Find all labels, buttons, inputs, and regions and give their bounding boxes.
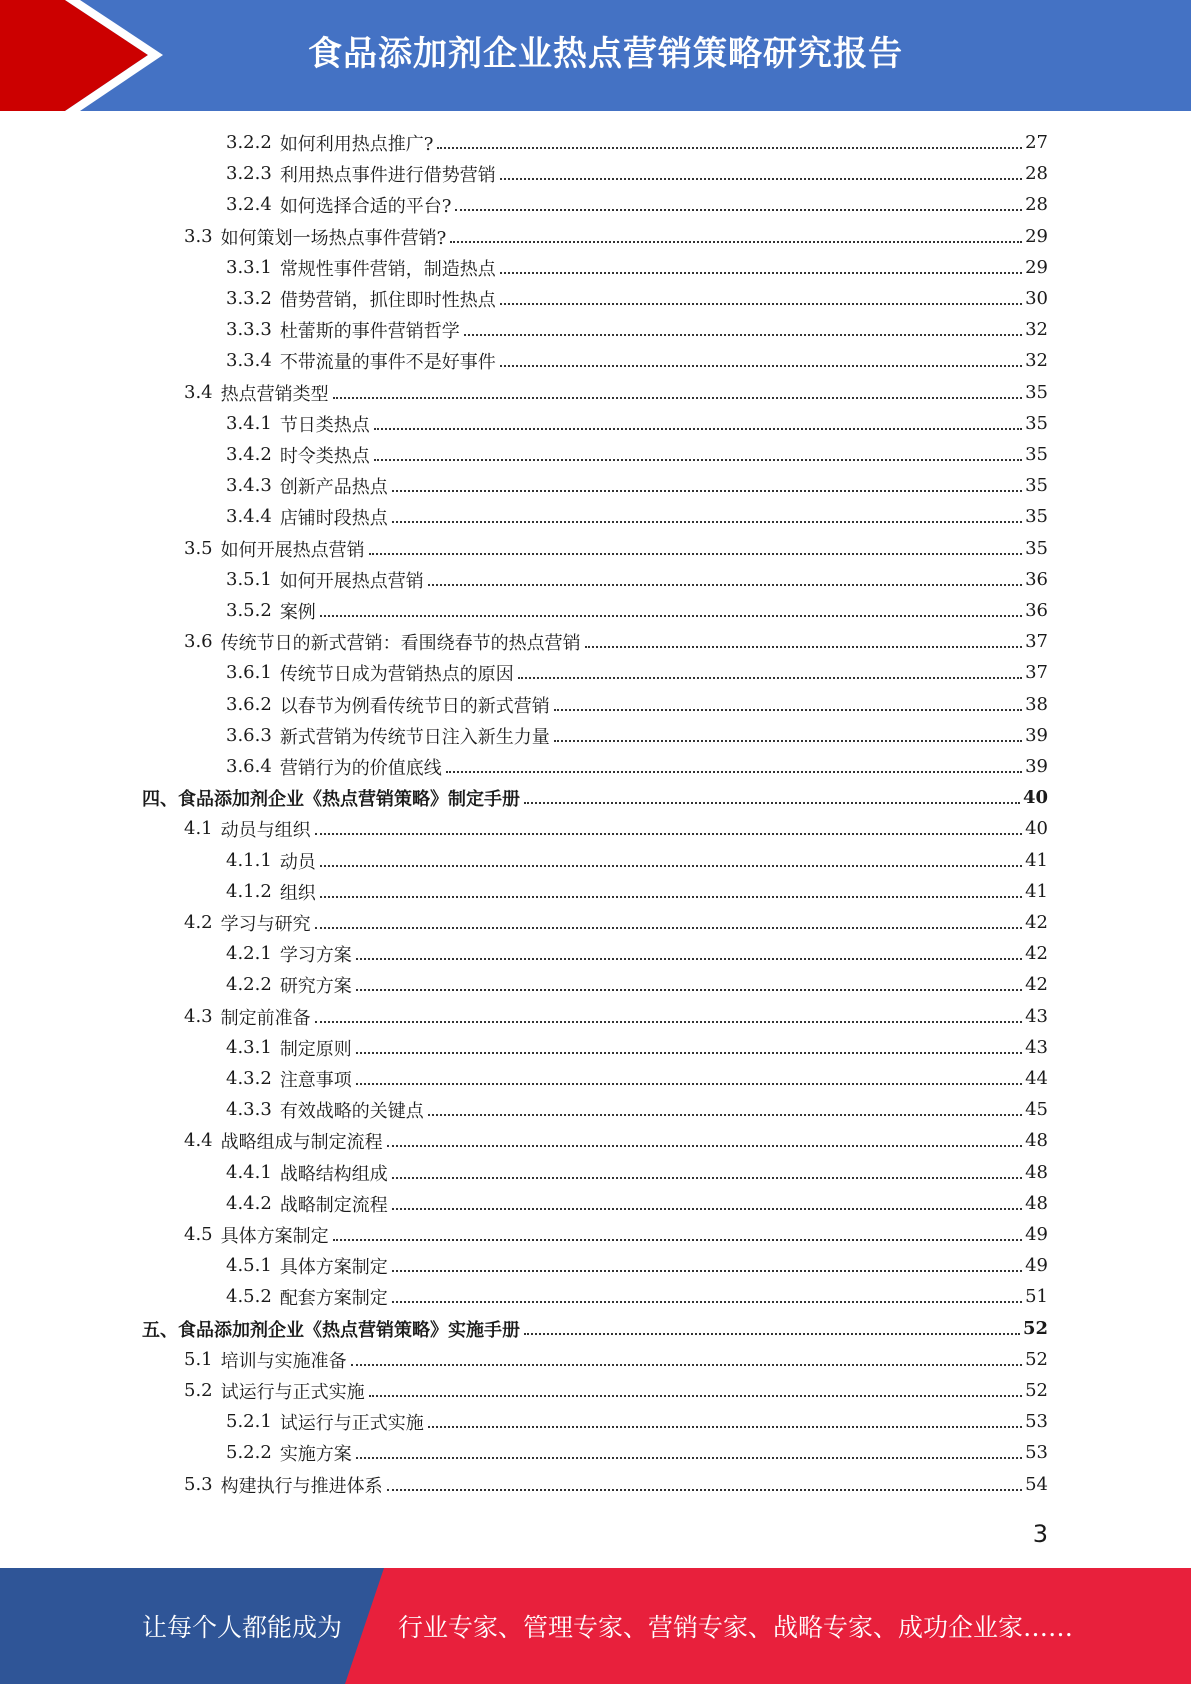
- toc-entry-number: 3.6.1: [226, 662, 272, 683]
- toc-entry-number: 3.4.3: [226, 475, 272, 496]
- toc-entry-title: 配套方案制定: [279, 1287, 388, 1309]
- toc-entry-number: 3.3.1: [226, 257, 272, 278]
- toc-leader-dots: [351, 1364, 1022, 1366]
- toc-entry[interactable]: [226, 1188, 1048, 1219]
- toc-entry-page: 32: [1025, 319, 1048, 340]
- toc-leader-dots: [320, 865, 1022, 867]
- toc-entry[interactable]: [226, 189, 1048, 220]
- toc-entry-title: 动员与组织: [220, 819, 311, 841]
- toc-entry[interactable]: [226, 1063, 1048, 1094]
- toc-entry-page: 42: [1025, 974, 1048, 995]
- toc-entry[interactable]: [226, 501, 1048, 532]
- toc-entry-page: 52: [1025, 1349, 1048, 1370]
- toc-entry-title: 如何策划一场热点事件营销?: [220, 227, 447, 249]
- toc-entry[interactable]: [184, 1001, 1048, 1032]
- toc-entry[interactable]: [184, 1375, 1048, 1406]
- toc-leader-dots: [315, 833, 1022, 835]
- toc-entry-title: 如何利用热点推广?: [279, 133, 434, 155]
- toc-leader-dots: [500, 365, 1022, 367]
- toc-entry[interactable]: [226, 1157, 1048, 1188]
- toc-entry-page: 30: [1025, 288, 1048, 309]
- toc-entry-page: 48: [1025, 1162, 1048, 1183]
- toc-entry-page: 37: [1025, 662, 1048, 683]
- toc-entry-number: 3.6: [184, 631, 213, 652]
- toc-entry-title: 利用热点事件进行借势营销: [279, 164, 496, 186]
- toc-entry-title: 常规性事件营销，制造热点: [279, 258, 496, 280]
- toc-leader-dots: [392, 1177, 1022, 1179]
- toc-entry-title: 实施方案: [279, 1443, 352, 1465]
- toc-entry-page: 53: [1025, 1442, 1048, 1463]
- toc-entry-number: 5.3: [184, 1474, 213, 1495]
- toc-leader-dots: [392, 1301, 1022, 1303]
- toc-leader-dots: [500, 272, 1022, 274]
- toc-entry-number: 4.1: [184, 818, 213, 839]
- toc-entry-page: 35: [1025, 538, 1048, 559]
- toc-entry[interactable]: [184, 221, 1048, 252]
- toc-entry-page: 49: [1025, 1224, 1048, 1245]
- toc-leader-dots: [369, 553, 1022, 555]
- toc-leader-dots: [450, 241, 1022, 243]
- toc-leader-dots: [356, 958, 1022, 960]
- toc-entry-page: 32: [1025, 350, 1048, 371]
- toc-entry-title: 以春节为例看传统节日的新式营销: [279, 695, 550, 717]
- toc-leader-dots: [554, 709, 1022, 711]
- toc-entry-title: 节日类热点: [279, 414, 370, 436]
- toc-entry-number: 3.2.4: [226, 194, 272, 215]
- toc-entry-page: 52: [1025, 1380, 1048, 1401]
- toc-leader-dots: [585, 646, 1022, 648]
- toc-entry-number: 4.3.1: [226, 1037, 272, 1058]
- toc-entry-title: 动员: [279, 851, 316, 873]
- toc-entry-title: 战略结构组成: [279, 1163, 388, 1185]
- toc-entry-page: 29: [1025, 226, 1048, 247]
- toc-entry-title: 注意事项: [279, 1069, 352, 1091]
- toc-entry[interactable]: [226, 439, 1048, 470]
- toc-entry-title: 营销行为的价值底线: [279, 757, 442, 779]
- toc-entry-title: 如何选择合适的平台?: [279, 195, 452, 217]
- toc-leader-dots: [315, 927, 1022, 929]
- toc-entry-page: 29: [1025, 257, 1048, 278]
- toc-entry[interactable]: [226, 564, 1048, 595]
- toc-entry-number: 3.2.2: [226, 132, 272, 153]
- toc-entry-title: 学习方案: [279, 944, 352, 966]
- toc-entry-title: 有效战略的关键点: [279, 1100, 424, 1122]
- toc-entry-page: 37: [1025, 631, 1048, 652]
- toc-leader-dots: [392, 1270, 1022, 1272]
- toc-leader-dots: [356, 989, 1022, 991]
- toc-entry-number: 3.3.3: [226, 319, 272, 340]
- toc-entry-page: 39: [1025, 756, 1048, 777]
- toc-entry[interactable]: [226, 657, 1048, 688]
- toc-entry[interactable]: [226, 1032, 1048, 1063]
- toc-entry-number: 4.3: [184, 1006, 213, 1027]
- toc-entry-page: 41: [1025, 850, 1048, 871]
- toc-leader-dots: [464, 334, 1022, 336]
- toc-entry-title: 试运行与正式实施: [220, 1381, 365, 1403]
- toc-entry-page: 49: [1025, 1255, 1048, 1276]
- toc-entry-title: 传统节日的新式营销：看围绕春节的热点营销: [220, 632, 581, 654]
- toc-entry-title: 战略制定流程: [279, 1194, 388, 1216]
- page-number: 3: [1032, 1520, 1048, 1548]
- toc-leader-dots: [428, 1114, 1022, 1116]
- toc-leader-dots: [524, 1333, 1020, 1335]
- toc-leader-dots: [374, 459, 1022, 461]
- toc-entry-number: 3.4.2: [226, 444, 272, 465]
- toc-entry-title: 时令类热点: [279, 445, 370, 467]
- report-title: 食品添加剂企业热点营销策略研究报告: [308, 34, 903, 74]
- toc-entry-page: 35: [1025, 475, 1048, 496]
- toc-entry-page: 39: [1025, 725, 1048, 746]
- toc-leader-dots: [455, 209, 1022, 211]
- toc-entry-page: 40: [1022, 787, 1048, 808]
- toc-entry-title: 创新产品热点: [279, 476, 388, 498]
- toc-entry[interactable]: [226, 845, 1048, 876]
- toc-leader-dots: [387, 1489, 1022, 1491]
- toc-entry[interactable]: [226, 938, 1048, 969]
- toc-leader-dots: [320, 896, 1022, 898]
- toc-entry-title: 制定原则: [279, 1038, 352, 1060]
- toc-entry-title: 学习与研究: [220, 913, 311, 935]
- toc-entry[interactable]: [226, 314, 1048, 345]
- toc-entry[interactable]: [184, 907, 1048, 938]
- toc-leader-dots: [554, 740, 1022, 742]
- toc-entry-page: 43: [1025, 1006, 1048, 1027]
- toc-entry-number: 3.5.1: [226, 569, 272, 590]
- toc-leader-dots: [320, 615, 1022, 617]
- toc-entry-page: 48: [1025, 1193, 1048, 1214]
- toc-entry-number: 5.2: [184, 1380, 213, 1401]
- toc-entry-title: 不带流量的事件不是好事件: [279, 351, 496, 373]
- toc-entry-number: 4.2: [184, 912, 213, 933]
- toc-entry-page: 43: [1025, 1037, 1048, 1058]
- toc-entry-title: 案例: [279, 601, 316, 623]
- toc-entry-title: 具体方案制定: [220, 1225, 329, 1247]
- toc-entry-page: 48: [1025, 1130, 1048, 1151]
- toc-entry[interactable]: [226, 720, 1048, 751]
- toc-entry-number: 4.1.1: [226, 850, 272, 871]
- toc-entry-title: 培训与实施准备: [220, 1350, 347, 1372]
- toc-leader-dots: [392, 490, 1022, 492]
- toc-entry-page: 36: [1025, 569, 1048, 590]
- toc-entry-number: 5.2.1: [226, 1411, 272, 1432]
- toc-entry-page: 42: [1025, 912, 1048, 933]
- toc-entry-title: 店铺时段热点: [279, 507, 388, 529]
- toc-leader-dots: [333, 397, 1022, 399]
- toc-entry[interactable]: [142, 782, 1048, 813]
- toc-leader-dots: [428, 1426, 1022, 1428]
- toc-entry[interactable]: [226, 689, 1048, 720]
- toc-entry-number: 4.5: [184, 1224, 213, 1245]
- toc-entry-number: 4.4: [184, 1130, 213, 1151]
- toc-entry-number: 3.5.2: [226, 600, 272, 621]
- toc-entry-number: 3.5: [184, 538, 213, 559]
- toc-entry-title: 如何开展热点营销: [220, 539, 365, 561]
- toc-entry-page: 41: [1025, 881, 1048, 902]
- toc-entry[interactable]: [226, 1281, 1048, 1312]
- toc-entry-number: 3.3.2: [226, 288, 272, 309]
- toc-entry-number: 4.3.3: [226, 1099, 272, 1120]
- toc-entry-number: 4.1.2: [226, 881, 272, 902]
- toc-entry[interactable]: [184, 377, 1048, 408]
- toc-entry-number: 4.2.1: [226, 943, 272, 964]
- toc-entry-page: 35: [1025, 506, 1048, 527]
- toc-entry[interactable]: [184, 1125, 1048, 1156]
- toc-entry-title: 热点营销类型: [220, 383, 329, 405]
- toc-leader-dots: [500, 178, 1022, 180]
- toc-entry-title: 研究方案: [279, 975, 352, 997]
- toc-leader-dots: [356, 1083, 1022, 1085]
- toc-leader-dots: [518, 677, 1022, 679]
- toc-entry[interactable]: [226, 470, 1048, 501]
- toc-entry-page: 51: [1025, 1286, 1048, 1307]
- toc-entry-page: 53: [1025, 1411, 1048, 1432]
- toc-entry-number: 4.2.2: [226, 974, 272, 995]
- header-band: [0, 0, 1191, 111]
- toc-entry-title: 战略组成与制定流程: [220, 1131, 383, 1153]
- toc-entry[interactable]: [226, 127, 1048, 158]
- toc-entry[interactable]: [142, 1313, 1048, 1344]
- toc-entry-number: 五、: [142, 1319, 178, 1341]
- toc-entry-title: 食品添加剂企业《热点营销策略》制定手册: [178, 788, 520, 810]
- toc-entry-page: 27: [1025, 132, 1048, 153]
- toc-entry-title: 试运行与正式实施: [279, 1412, 424, 1434]
- toc-entry[interactable]: [226, 1406, 1048, 1437]
- toc-entry[interactable]: [226, 345, 1048, 376]
- toc-entry-page: 36: [1025, 600, 1048, 621]
- toc-leader-dots: [524, 802, 1020, 804]
- toc-entry[interactable]: [226, 283, 1048, 314]
- toc-entry[interactable]: [184, 533, 1048, 564]
- toc-entry-title: 如何开展热点营销: [279, 570, 424, 592]
- toc-entry-number: 3.2.3: [226, 163, 272, 184]
- toc-entry-number: 4.5.1: [226, 1255, 272, 1276]
- toc-entry-number: 5.2.2: [226, 1442, 272, 1463]
- toc-leader-dots: [446, 771, 1022, 773]
- toc-entry-number: 5.1: [184, 1349, 213, 1370]
- toc-leader-dots: [356, 1052, 1022, 1054]
- toc-entry[interactable]: [184, 1219, 1048, 1250]
- toc-entry-title: 制定前准备: [220, 1007, 311, 1029]
- toc-entry-number: 3.3: [184, 226, 213, 247]
- toc-entry-number: 3.4.4: [226, 506, 272, 527]
- toc-entry-page: 38: [1025, 694, 1048, 715]
- toc-entry-number: 3.3.4: [226, 350, 272, 371]
- toc-entry-title: 食品添加剂企业《热点营销策略》实施手册: [178, 1319, 520, 1341]
- toc-entry-page: 40: [1025, 818, 1048, 839]
- toc-entry-number: 3.6.2: [226, 694, 272, 715]
- toc-entry[interactable]: [226, 595, 1048, 626]
- toc-entry-number: 4.3.2: [226, 1068, 272, 1089]
- toc-leader-dots: [437, 147, 1022, 149]
- toc-entry-page: 28: [1025, 194, 1048, 215]
- toc-entry-page: 44: [1025, 1068, 1048, 1089]
- footer-slogan-right: 行业专家、管理专家、营销专家、战略专家、成功企业家……: [398, 1613, 1074, 1642]
- toc-leader-dots: [428, 584, 1022, 586]
- toc-entry-number: 3.6.3: [226, 725, 272, 746]
- toc-leader-dots: [333, 1239, 1022, 1241]
- toc-entry-number: 3.4.1: [226, 413, 272, 434]
- toc-entry-title: 组织: [279, 882, 316, 904]
- toc-entry[interactable]: [226, 408, 1048, 439]
- toc-entry-page: 42: [1025, 943, 1048, 964]
- toc-entry-page: 45: [1025, 1099, 1048, 1120]
- toc-entry-number: 3.6.4: [226, 756, 272, 777]
- toc-entry-title: 传统节日成为营销热点的原因: [279, 663, 514, 685]
- toc-entry-title: 杜蕾斯的事件营销哲学: [279, 320, 460, 342]
- toc-entry-page: 28: [1025, 163, 1048, 184]
- toc-entry-page: 35: [1025, 444, 1048, 465]
- toc-leader-dots: [500, 303, 1022, 305]
- toc-entry-number: 4.4.2: [226, 1193, 272, 1214]
- toc-leader-dots: [387, 1145, 1022, 1147]
- toc-entry-title: 新式营销为传统节日注入新生力量: [279, 726, 550, 748]
- toc-entry[interactable]: [226, 1250, 1048, 1281]
- toc-entry[interactable]: [226, 876, 1048, 907]
- toc-entry[interactable]: [226, 1094, 1048, 1125]
- toc-entry[interactable]: [226, 751, 1048, 782]
- toc-entry-title: 构建执行与推进体系: [220, 1475, 383, 1497]
- toc-entry-number: 4.5.2: [226, 1286, 272, 1307]
- toc-leader-dots: [374, 428, 1022, 430]
- toc-entry-title: 借势营销，抓住即时性热点: [279, 289, 496, 311]
- toc-entry[interactable]: [226, 252, 1048, 283]
- toc-leader-dots: [356, 1457, 1022, 1459]
- toc-entry[interactable]: [184, 626, 1048, 657]
- toc-leader-dots: [392, 1208, 1022, 1210]
- toc-entry-number: 4.4.1: [226, 1162, 272, 1183]
- toc-entry-page: 54: [1025, 1474, 1048, 1495]
- toc-leader-dots: [315, 1021, 1022, 1023]
- toc-entry-page: 35: [1025, 382, 1048, 403]
- toc-entry[interactable]: [184, 1469, 1048, 1500]
- toc-entry[interactable]: [226, 969, 1048, 1000]
- toc-entry-number: 四、: [142, 788, 178, 810]
- toc-entry-title: 具体方案制定: [279, 1256, 388, 1278]
- footer-band: [0, 1568, 1191, 1684]
- toc-entry[interactable]: [226, 158, 1048, 189]
- toc-entry-number: 3.4: [184, 382, 213, 403]
- toc-entry[interactable]: [226, 1437, 1048, 1468]
- toc-entry[interactable]: [184, 813, 1048, 844]
- toc-entry-page: 35: [1025, 413, 1048, 434]
- toc-entry-page: 52: [1022, 1318, 1048, 1339]
- toc-leader-dots: [369, 1395, 1022, 1397]
- toc-leader-dots: [392, 521, 1022, 523]
- footer-slogan-left: 让每个人都能成为: [142, 1613, 343, 1642]
- toc-entry[interactable]: [184, 1344, 1048, 1375]
